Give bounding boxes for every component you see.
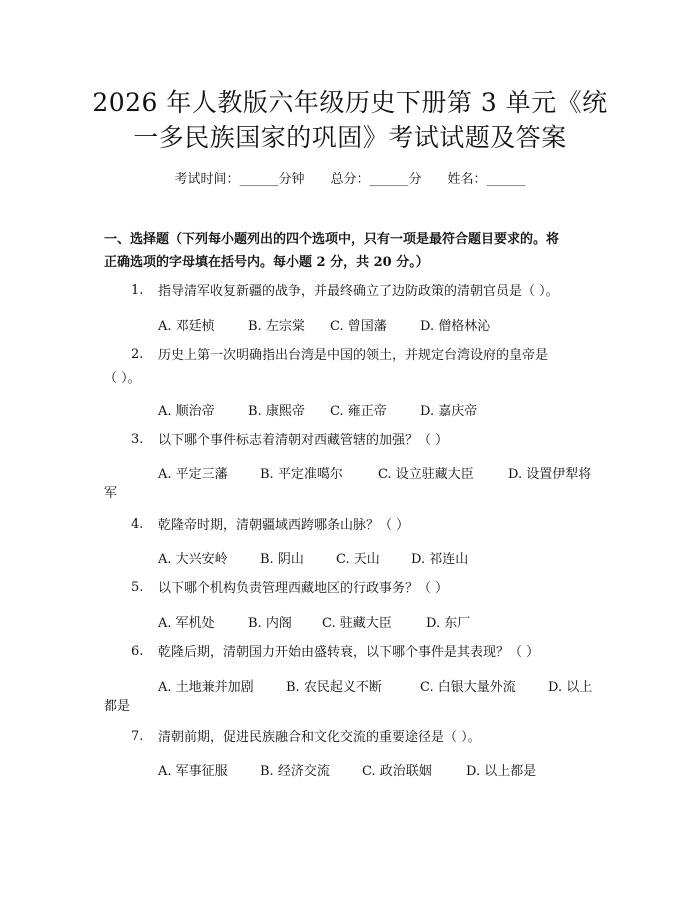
option: A. 邓廷桢 [158, 319, 215, 334]
option-continued: 军 [104, 486, 118, 501]
question-options [158, 315, 490, 334]
question-options [158, 760, 536, 779]
question-text: 历史上第一次明确指出台湾是中国的领土，并规定台湾设府的皇帝是 [158, 348, 549, 363]
option: C. 政治联姻 [362, 764, 432, 779]
option: D. 僧格林沁 [420, 319, 491, 334]
question-number: 2. [131, 347, 144, 362]
question-number: 3. [131, 432, 144, 447]
option: C. 驻藏大臣 [322, 616, 392, 631]
question-text-continued: （ ）。 [104, 371, 141, 386]
question-text: 以下哪个事件标志着清朝对西藏管辖的加强？（ ） [158, 433, 449, 448]
question-number: 7. [131, 729, 144, 744]
option: A. 军机处 [158, 616, 215, 631]
question-text: 指导清军收复新疆的战争，并最终确立了边防政策的清朝官员是（ ）。 [158, 284, 559, 299]
option: C. 雍正帝 [330, 404, 387, 419]
option: A. 军事征服 [158, 764, 228, 779]
option: B. 康熙帝 [248, 404, 305, 419]
question-text: 清朝前期，促进民族融合和文化交流的重要途径是（ ）。 [158, 730, 481, 745]
section-heading-line-1: 一、选择题（下列每小题列出的四个选项中，只有一项是最符合题目要求的。将 [104, 232, 560, 247]
question-number: 5. [131, 580, 144, 595]
question-options [158, 400, 477, 419]
option: C. 天山 [336, 552, 380, 567]
question-options [158, 463, 591, 482]
option: B. 农民起义不断 [286, 680, 382, 695]
option: B. 内阁 [248, 616, 292, 631]
option: A. 平定三藩 [158, 467, 228, 482]
question-number: 4. [131, 517, 144, 532]
option: B. 平定准噶尔 [260, 467, 343, 482]
option: D. 以上都是 [466, 764, 537, 779]
option: D. 东厂 [426, 616, 471, 631]
option: B. 左宗棠 [248, 319, 305, 334]
option: A. 大兴安岭 [158, 552, 228, 567]
question-text: 乾隆后期，清朝国力开始由盛转衰，以下哪个事件是其表现？（ ） [158, 645, 540, 660]
question-text: 以下哪个机构负责管理西藏地区的行政事务？（ ） [158, 581, 449, 596]
option: B. 经济交流 [260, 764, 330, 779]
question-options [158, 676, 592, 695]
option: D. 以上 [548, 680, 593, 695]
option: C. 曾国藩 [330, 319, 387, 334]
question-number: 1. [131, 283, 144, 298]
question-text: 乾隆帝时期，清朝疆域西跨哪条山脉？（ ） [158, 518, 410, 533]
exam-time: 考试时间：______分钟 [174, 172, 305, 187]
question-number: 6. [131, 644, 144, 659]
exam-score: 总分：______分 [330, 172, 422, 187]
exam-name: 姓名：______ [447, 172, 526, 187]
option: A. 土地兼并加剧 [158, 680, 254, 695]
document-title-line-2: 一多民族国家的巩固》考试试题及答案 [133, 123, 567, 152]
question-options [158, 612, 470, 631]
option: D. 嘉庆帝 [420, 404, 478, 419]
option: B. 阴山 [260, 552, 304, 567]
question-options [158, 548, 468, 567]
option: A. 顺治帝 [158, 404, 215, 419]
option: D. 祁连山 [411, 552, 469, 567]
section-heading-line-2: 正确选项的字母填在括号内。每小题 2 分，共 20 分。） [104, 255, 429, 270]
option: D. 设置伊犁将 [508, 467, 592, 482]
option: C. 设立驻藏大臣 [378, 467, 474, 482]
option: C. 白银大量外流 [420, 680, 516, 695]
document-title-line-1: 2026 年人教版六年级历史下册第 3 单元《统 [92, 88, 608, 117]
option-continued: 都是 [104, 699, 131, 714]
exam-info [0, 168, 700, 187]
